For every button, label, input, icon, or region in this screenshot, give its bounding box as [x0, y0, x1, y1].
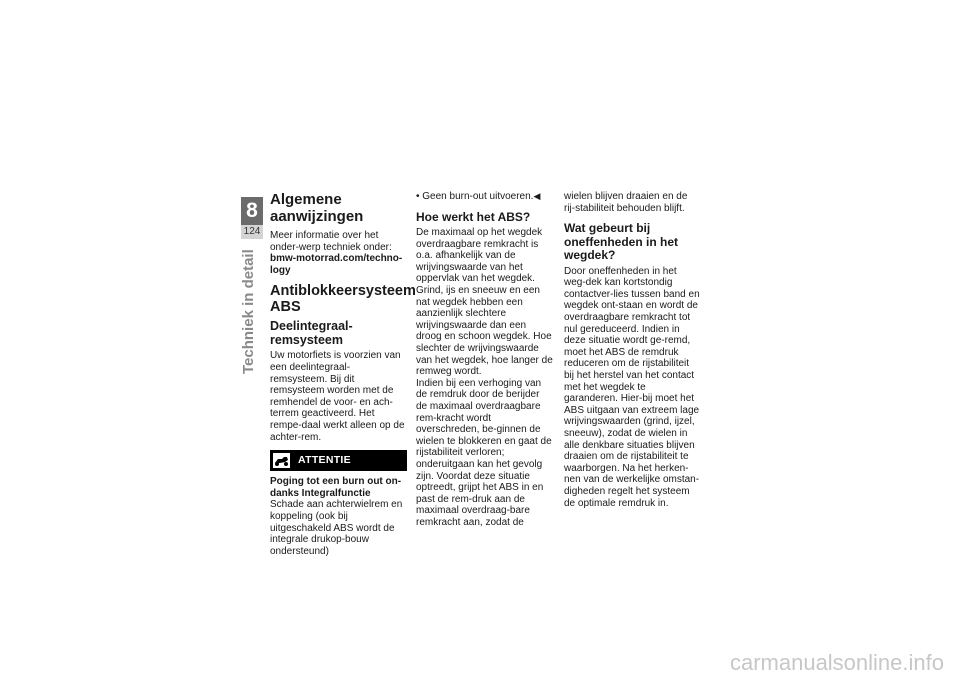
- bullet-text: • Geen burn-out uitvoeren.: [416, 191, 534, 202]
- warning-label: ATTENTIE: [298, 453, 351, 466]
- how-text-1: De maximaal op het wegdek overdraagbare remkracht is o.a. afhankelijk van de wrijvingswaarde van het oppervlak van het wegdek. Grind, ijs en sneeuw en een nat wegdek hebben een aanzienlijk slechtere wrijvingswaarde dan een droog en schoon wegdek. Hoe slechter de wrijvingswaarde van het wegdek, hoe langer de remweg wordt.: [416, 227, 553, 378]
- watermark: carmanualsonline.info: [729, 650, 944, 675]
- chapter-number: 8: [241, 197, 263, 225]
- column-3: [564, 191, 701, 509]
- uneven-text: Door oneffenheden in het weg-dek kan kortstondig contactver-lies tussen band en wegdek ont-staan en wordt de overdraagbare remkracht tot nul gereduceerd. Indien in deze situatie wordt ge-remd, moet het ABS de remdruk reduceren om de rijstabiliteit bij het herstel van het contact met het wegdek te garanderen. Hier-bij moet het ABS uitgaan van extreem lage wrijvingswaarden (grind, ijzel, sneeuw), zodat de wielen in alle denkbare situaties blijven draaien om de rijstabiliteit te waarborgen. Na het herken-nen van de werkelijke omstan-digheden regelt het systeem de optimale remdruk in.: [564, 265, 700, 509]
- column-2: [416, 191, 553, 529]
- general-url[interactable]: bmw-motorrad.com/techno-logy: [270, 253, 403, 276]
- heading-integral: Deelintegraal-remsysteem: [270, 319, 353, 348]
- how-text-2: Indien bij een verhoging van de remdruk door de berijder de maximaal overdraagbare rem-kracht wordt overschreden, be-ginnen de wielen te blokkeren en gaat de rijstabiliteit verloren; onderuitgaan kan het gevolg zijn. Voordat deze situatie optreedt, grijpt het ABS in en past de rem-druk aan de maximaal overdraag-bare remkracht aan, zodat de: [416, 377, 552, 528]
- end-mark-icon: ◀: [533, 191, 541, 201]
- warning-text: Schade aan achterwielrem en koppeling (ook bij uitgeschakeld ABS wordt de integrale drukop-bouw ondersteund): [270, 499, 403, 557]
- heading-how: Hoe werkt het ABS?: [416, 209, 531, 224]
- motorcycle-warning-icon: [273, 453, 290, 468]
- chapter-title: Techniek in detail: [240, 249, 257, 374]
- warning-title: Poging tot een burn out on-danks Integralfunctie: [270, 476, 402, 499]
- heading-general: Algemene aanwijzingen: [270, 191, 364, 225]
- column-1: [270, 191, 416, 557]
- page-number: 124: [241, 225, 263, 239]
- warning-bar: [270, 450, 407, 471]
- heading-abs: Antiblokkeersysteem ABS: [270, 283, 416, 316]
- integral-text: Uw motorfiets is voorzien van een deelintegraal-remsysteem. Bij dit remsysteem worden met de remhendel de voor- en ach-terrem geactiveerd. Het rempe-daal werkt alleen op de achter-rem.: [270, 350, 405, 443]
- continued-text: wielen blijven draaien en de rij-stabiliteit behouden blijft.: [564, 191, 688, 214]
- bullet-item: [416, 191, 553, 203]
- heading-uneven: Wat gebeurt bij oneffenheden in het wegdek?: [564, 221, 678, 263]
- general-text: Meer informatie over het onder-werp techniek onder:: [270, 230, 392, 253]
